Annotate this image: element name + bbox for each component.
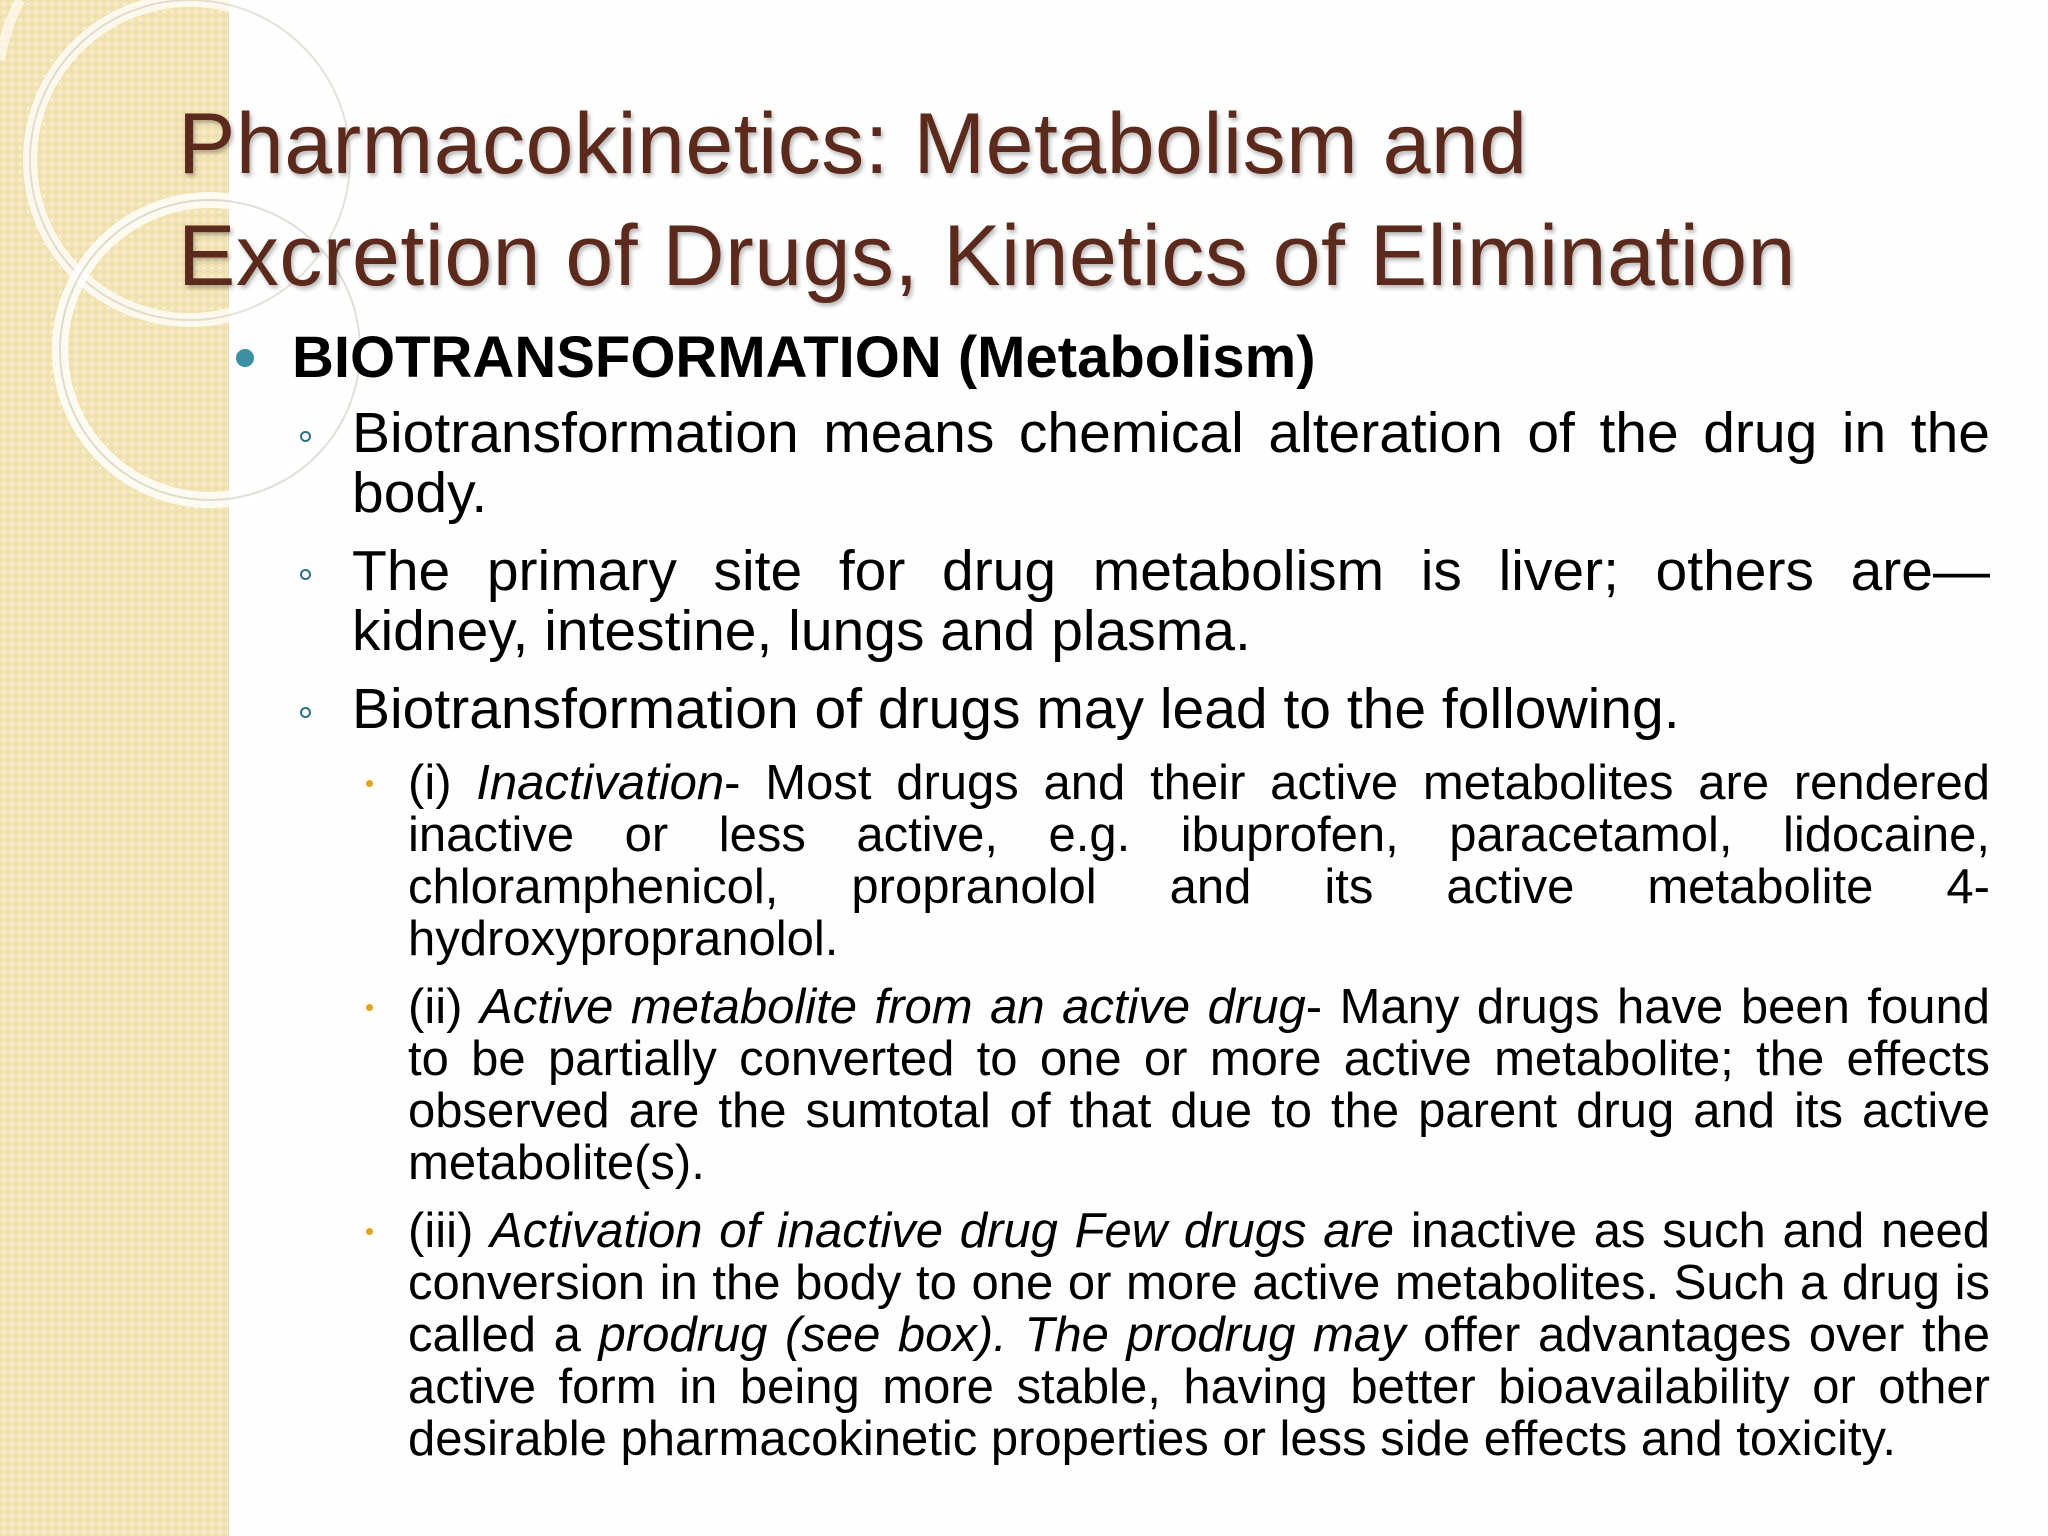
sub-point-3-prefix: (iii) bbox=[408, 1204, 491, 1258]
main-bullet bbox=[230, 325, 1990, 391]
sub-point-2 bbox=[230, 981, 1990, 1189]
main-bullet-text: BIOTRANSFORMATION (Metabolism) bbox=[292, 325, 1316, 390]
ring-bullet-icon bbox=[300, 707, 311, 718]
sub-point-3-italic-2: prodrug (see box). The prodrug may bbox=[598, 1308, 1406, 1362]
sub-point-3-text: inactive as such and need conversion in the body to one or more active metabolites. Such a drug is called a bbox=[408, 1204, 1990, 1362]
sub-point-1-prefix: (i) bbox=[408, 756, 477, 810]
sub-point-2-text: - Many drugs have been found to be partially converted to one or more active metabolite; the effects observed are the sumtotal of that due to the parent drug and its active metabolite(s). bbox=[408, 980, 1990, 1190]
sub-point-3 bbox=[230, 1205, 1990, 1465]
small-bullet-icon bbox=[366, 1228, 373, 1235]
sub-point-1-italic: Inactivation bbox=[476, 756, 725, 810]
sub-point-1-text: - Most drugs and their active metabolites are rendered inactive or less active, e.g. ibuprofen, paracetamol, lidocaine, chloramphenicol, propranolol and its active metabolite 4-hydroxypropranolol. bbox=[408, 756, 1990, 966]
slide-body bbox=[230, 325, 1990, 1481]
sub-point-1 bbox=[230, 757, 1990, 965]
point-2 bbox=[230, 541, 1990, 661]
point-2-text: The primary site for drug metabolism is liver; others are— kidney, intestine, lungs and plasma. bbox=[352, 539, 1990, 663]
point-3-text: Biotransformation of drugs may lead to the following. bbox=[352, 677, 1680, 741]
title-line-1: Pharmacokinetics: Metabolism and bbox=[178, 96, 1528, 192]
ring-bullet-icon bbox=[300, 431, 311, 442]
sub-point-2-prefix: (ii) bbox=[408, 980, 480, 1034]
point-1 bbox=[230, 403, 1990, 523]
sub-point-2-italic: Active metabolite from an active drug bbox=[479, 980, 1306, 1034]
small-bullet-icon bbox=[366, 1004, 373, 1011]
ring-bullet-icon bbox=[300, 569, 311, 580]
bullet-dot-icon bbox=[236, 349, 254, 367]
sub-point-3-italic: Activation of inactive drug Few drugs are bbox=[490, 1204, 1395, 1258]
point-1-text: Biotransformation means chemical alteration of the drug in the body. bbox=[352, 401, 1990, 525]
slide-title bbox=[178, 88, 1998, 312]
title-line-2: Excretion of Drugs, Kinetics of Elimination bbox=[178, 208, 1796, 304]
point-3 bbox=[230, 679, 1990, 739]
sub-point-3-text-2: offer advantages over the active form in being more stable, having better bioavailability or other desirable pharmacokinetic properties or less side effects and toxicity. bbox=[408, 1308, 1990, 1466]
small-bullet-icon bbox=[366, 780, 373, 787]
